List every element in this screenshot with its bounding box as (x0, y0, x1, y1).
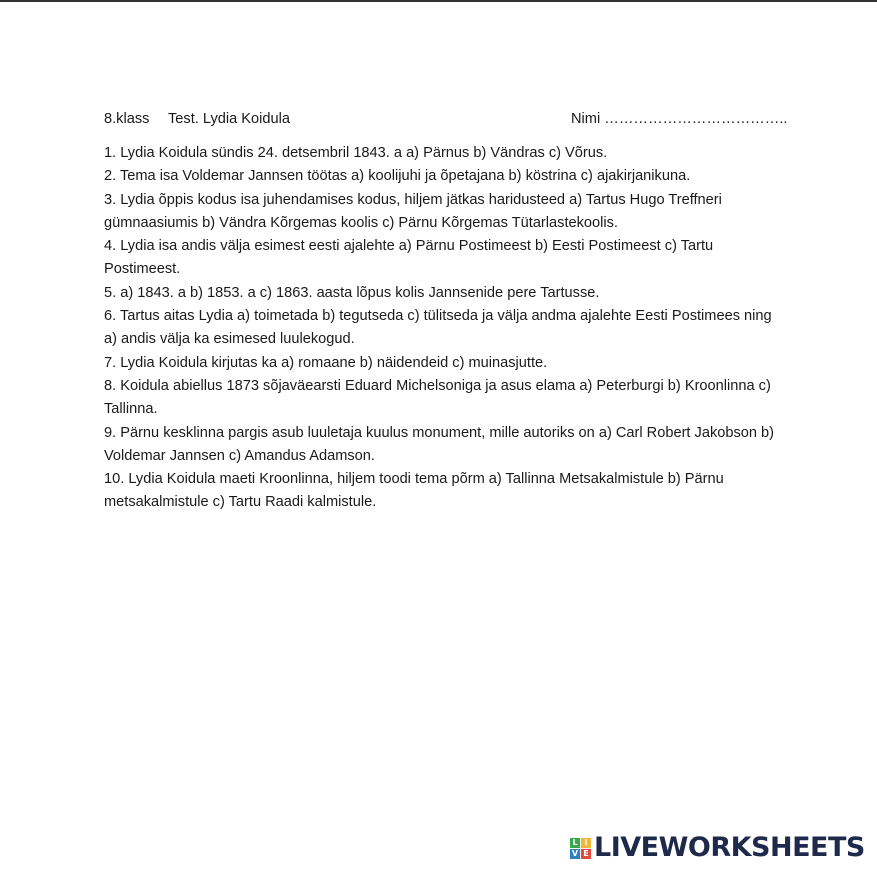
test-title: Test. Lydia Koidula (168, 111, 290, 127)
question-list (104, 142, 784, 515)
top-border-line (0, 0, 877, 2)
question-3: 3. Lydia õppis kodus isa juhendamises kodus, hiljem jätkas haridusteed a) Tartus Hugo Treffneri gümnaasiumis b) Vändra Kõrgemas koolis c) Pärnu Kõrgemas Tütarlastekoolis. (104, 191, 722, 231)
name-field-label: Nimi ……………………………….. (571, 111, 788, 127)
question-5: 5. a) 1843. a b) 1853. a c) 1863. aasta lõpus kolis Jannsenide pere Tartusse. (104, 284, 600, 301)
logo-block-e: E (581, 849, 591, 859)
logo-block-i: I (581, 838, 591, 848)
logo-block-v: V (571, 848, 579, 858)
logo-text: LIVEWORKSHEETS (594, 832, 865, 863)
worksheet (104, 108, 788, 515)
logo-blocks-icon (570, 838, 591, 859)
question-2: 2. Tema isa Voldemar Jannsen töötas a) koolijuhi ja õpetajana b) köstrina c) ajakirjanikuna. (104, 168, 691, 185)
question-8: 8. Koidula abiellus 1873 sõjaväearsti Eduard Michelsoniga ja asus elama a) Peterburgi b) Kroonlinna c) Tallinna. (104, 377, 771, 418)
question-7: 7. Lydia Koidula kirjutas ka a) romaane b) näidendeid c) muinasjutte. (104, 354, 548, 371)
question-10: 10. Lydia Koidula maeti Kroonlinna, hiljem toodi tema põrm a) Tallinna Metsakalmistule b) Pärnu metsakalmistule c) Tartu Raadi kalmistule. (104, 471, 724, 511)
question-9: 9. Pärnu kesklinna pargis asub luuletaja kuulus monument, mille autoriks on a) Carl Robert Jakobson b) Voldemar Jannsen c) Amandus Adamson. (104, 424, 775, 464)
class-label: 8.klass (104, 111, 150, 127)
question-6: 6. Tartus aitas Lydia a) toimetada b) tegutseda c) tülitseda ja välja andma ajalehte Eesti Postimees ning a) andis välja ka esimesed luulekogud. (104, 308, 772, 348)
liveworksheets-logo (570, 833, 865, 863)
question-1: 1. Lydia Koidula sündis 24. detsembril 1843. a a) Pärnus b) Vändras c) Võrus. (104, 145, 608, 161)
question-4: 4. Lydia isa andis välja esimest eesti ajalehte a) Pärnu Postimeest b) Eesti Postimeest c) Tartu Postimeest. (104, 238, 714, 278)
worksheet-header (104, 108, 788, 131)
logo-block-l: L (570, 838, 580, 848)
